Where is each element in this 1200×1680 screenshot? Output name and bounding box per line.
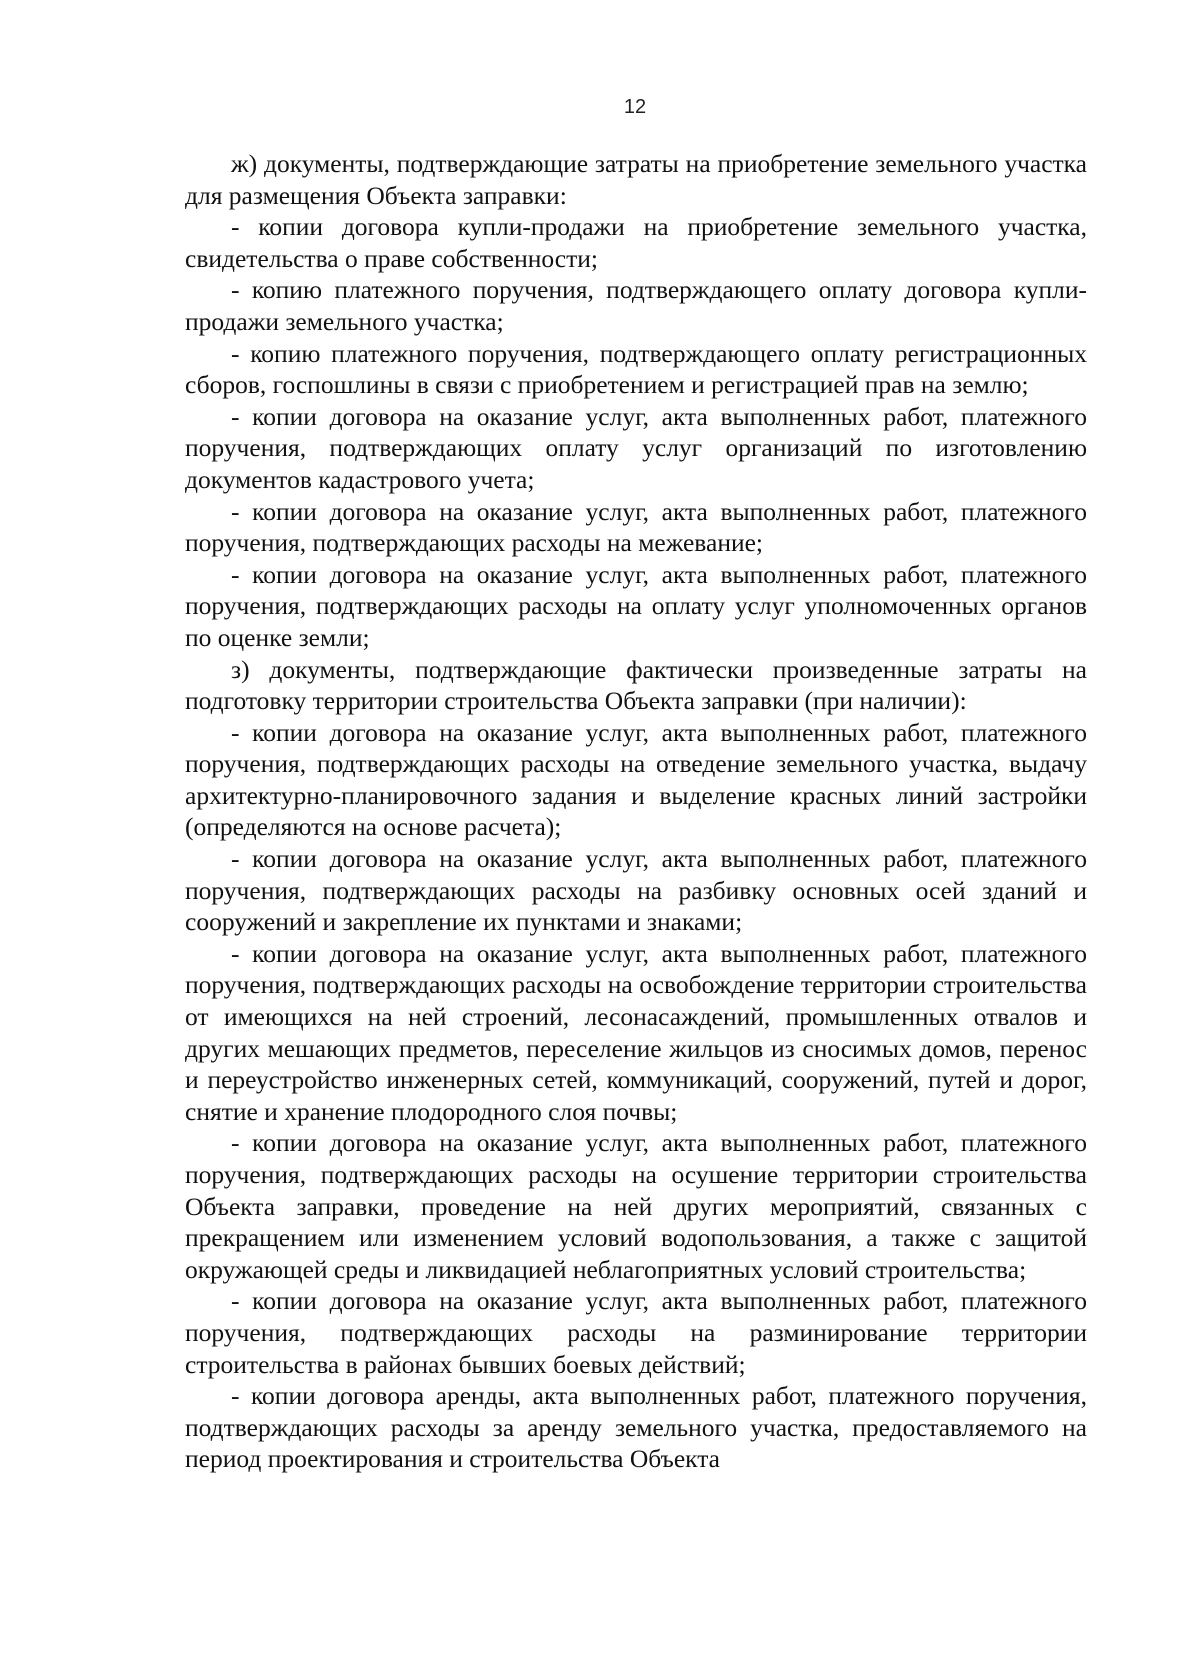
paragraph-item: - копию платежного поручения, подтверждающего оплату регистрационных сборов, госпошлины в связи с приобретением и регистрацией прав на землю; bbox=[185, 338, 1087, 400]
page-number: 12 bbox=[623, 96, 647, 118]
paragraph-item: - копии договора аренды, акта выполненных работ, платежного поручения, подтверждающих расходы за аренду земельного участка, предоставляемого на период проектирования и строительства Объекта bbox=[185, 1381, 1087, 1474]
paragraph-item: - копии договора на оказание услуг, акта выполненных работ, платежного поручения, подтверждающих расходы на разбивку основных осей зданий и сооружений и закрепление их пунктами и знаками; bbox=[185, 844, 1087, 937]
paragraph-item: - копии договора на оказание услуг, акта выполненных работ, платежного поручения, подтверждающих расходы на осушение территории строительства Объекта заправки, проведение на ней других мероприятий, связанных с прекращением или изменением условий водопользования, а также с защитой окружающей среды и ликвидацией неблагоприятных условий строительства; bbox=[185, 1128, 1087, 1284]
document-body bbox=[185, 148, 1087, 1475]
paragraph-item: - копии договора на оказание услуг, акта выполненных работ, платежного поручения, подтверждающих расходы на освобождение территории строительства от имеющихся на ней строений, лесонасаждений, промышленных отвалов и других мешающих предметов, переселение жильцов из сносимых домов, перенос и переустройство инженерных сетей, коммуникаций, сооружений, путей и дорог, снятие и хранение плодородного слоя почвы; bbox=[185, 938, 1087, 1126]
paragraph-item: - копии договора купли-продажи на приобретение земельного участка, свидетельства о праве собственности; bbox=[185, 212, 1087, 273]
paragraph-item: - копии договора на оказание услуг, акта выполненных работ, платежного поручения, подтверждающих оплату услуг организаций по изготовлению документов кадастрового учета; bbox=[185, 401, 1087, 494]
paragraph-item: - копии договора на оказание услуг, акта выполненных работ, платежного поручения, подтверждающих расходы на отведение земельного участка, выдачу архитектурно-планировочного задания и выделение красных линий застройки (определяются на основе расчета); bbox=[185, 717, 1087, 842]
paragraph-item: - копии договора на оказание услуг, акта выполненных работ, платежного поручения, подтверждающих расходы на межевание; bbox=[185, 496, 1087, 558]
paragraph-item: - копию платежного поручения, подтверждающего оплату договора купли-продажи земельного участка; bbox=[185, 275, 1087, 336]
paragraph-z-heading: з) документы, подтверждающие фактически произведенные затраты на подготовку территории строительства Объекта заправки (при наличии): bbox=[185, 654, 1087, 716]
paragraph-item: - копии договора на оказание услуг, акта выполненных работ, платежного поручения, подтверждающих расходы на оплату услуг уполномоченных органов по оценке земли; bbox=[185, 559, 1087, 652]
paragraph-zh-heading: ж) документы, подтверждающие затраты на приобретение земельного участка для размещения Объекта заправки: bbox=[185, 149, 1087, 210]
paragraph-item: - копии договора на оказание услуг, акта выполненных работ, платежного поручения, подтверждающих расходы на разминирование территории строительства в районах бывших боевых действий; bbox=[185, 1286, 1087, 1379]
